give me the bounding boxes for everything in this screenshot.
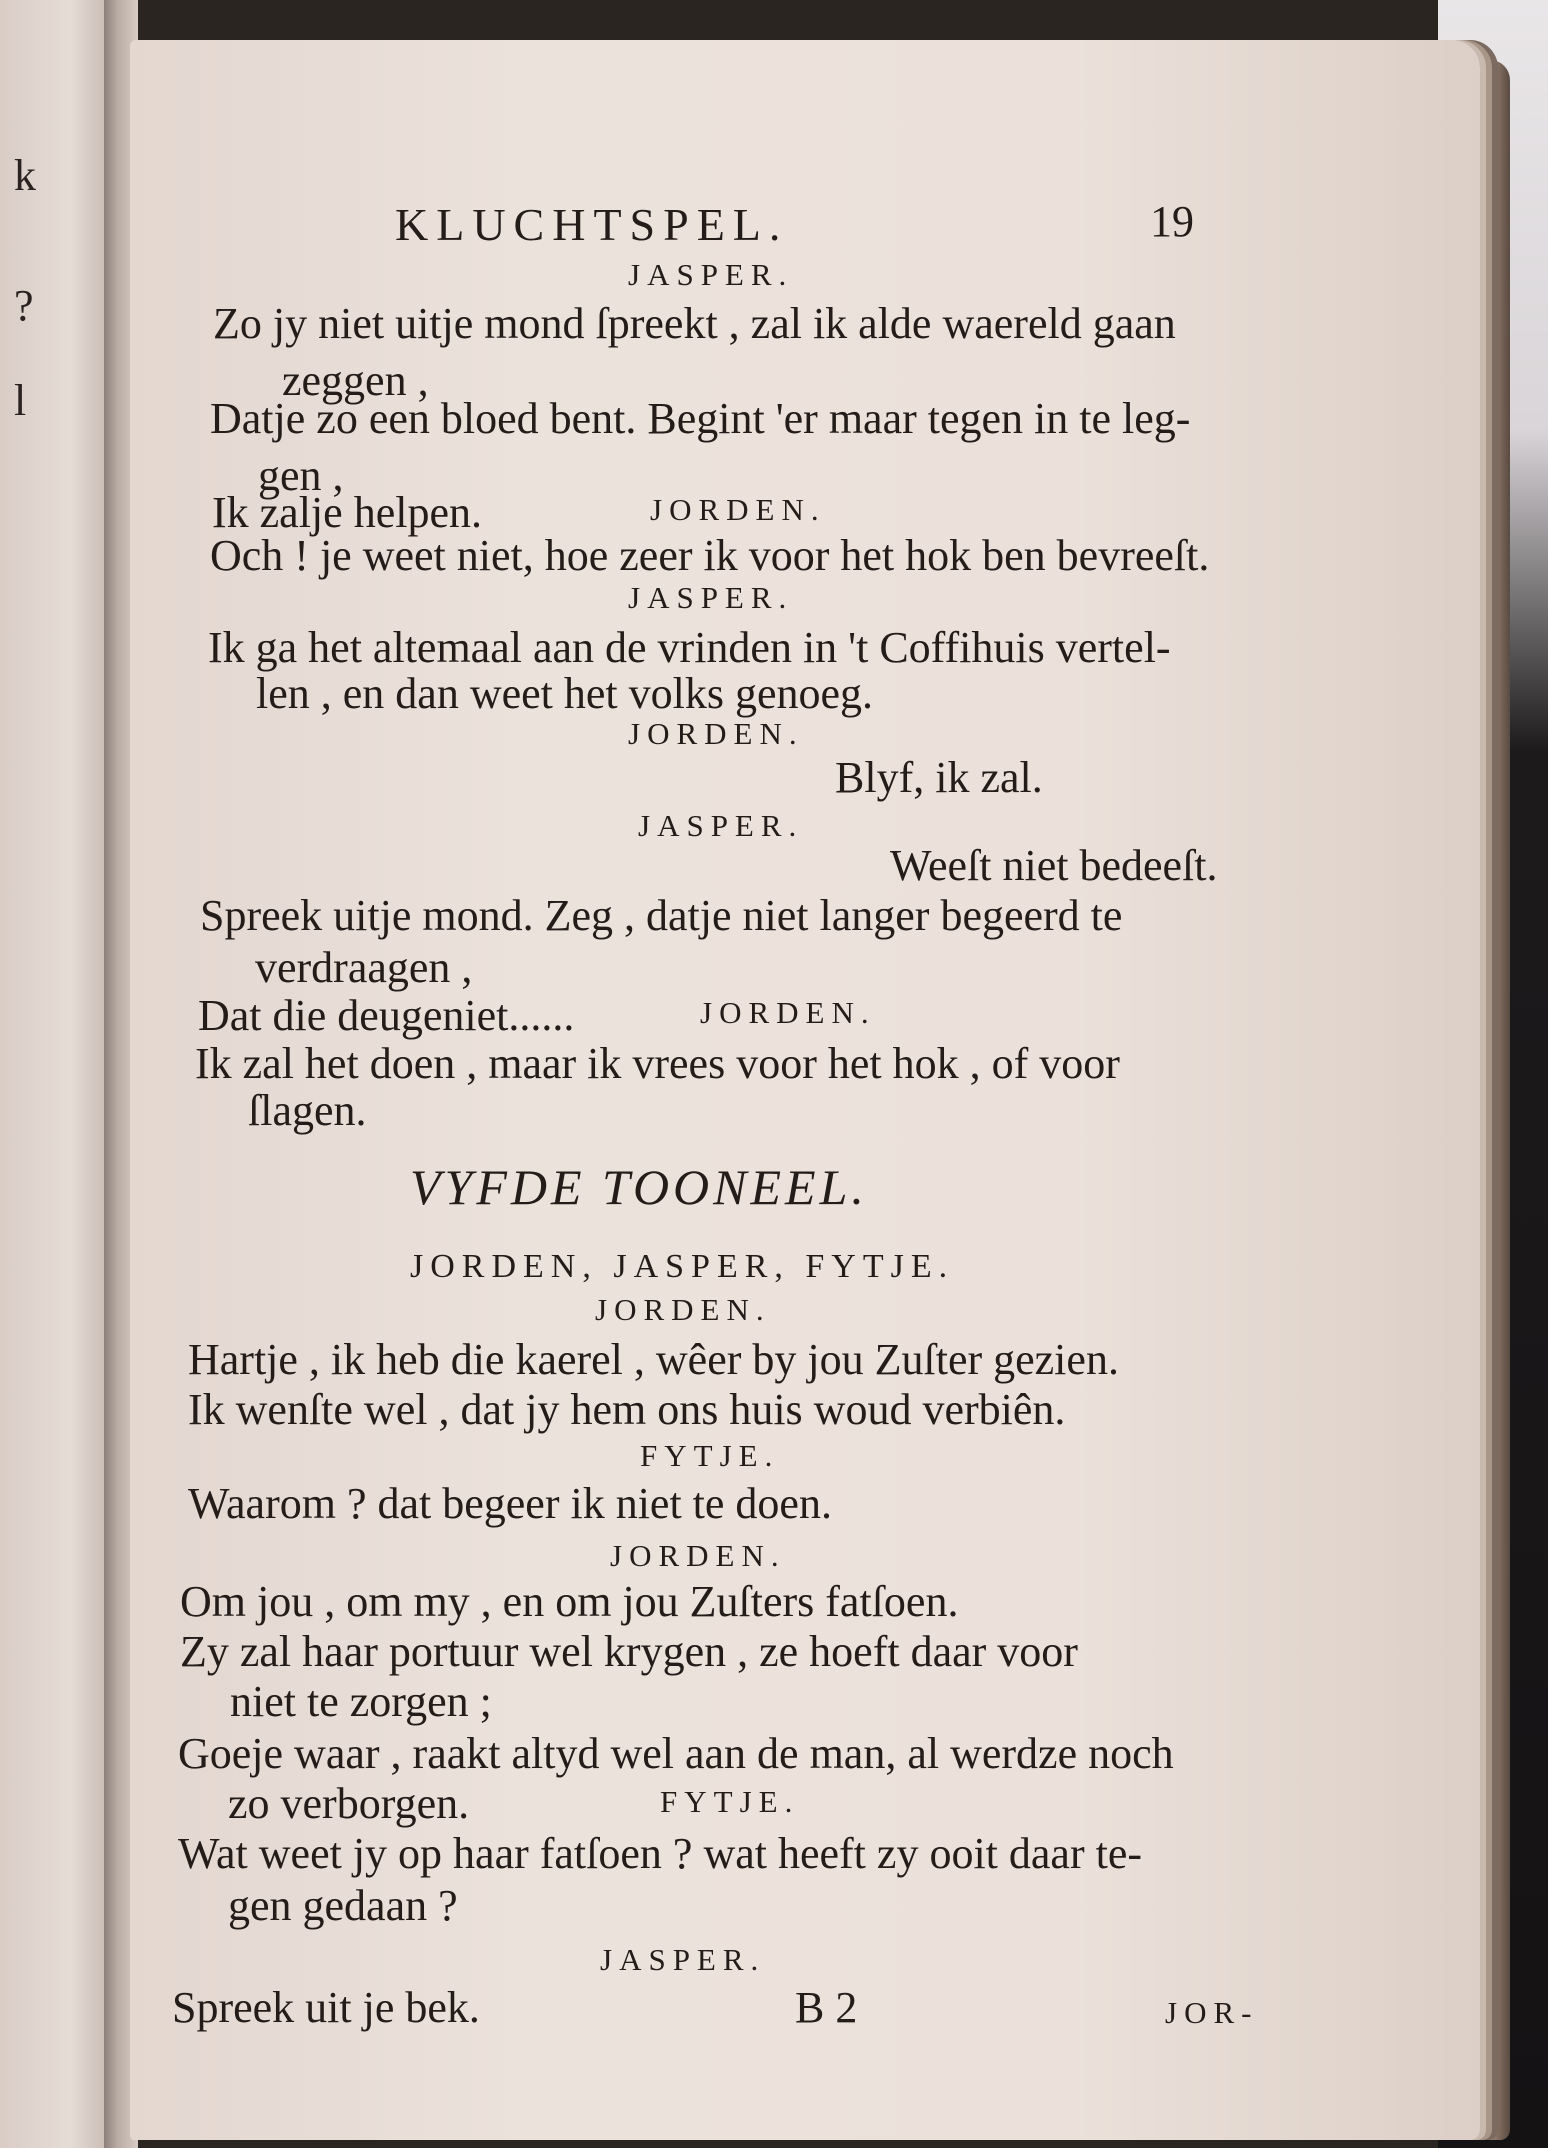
verse-line: Spreek uitje mond. Zeg , datje niet langer begeerd te <box>200 891 1123 940</box>
verse-line: zo verborgen. <box>228 1779 470 1828</box>
verse-line: Zy zal haar portuur wel krygen , ze hoeft daar voor <box>180 1627 1078 1676</box>
verse-line: verdraagen , <box>255 943 473 992</box>
left-page-fragment: l <box>14 376 27 425</box>
verse-line: gen gedaan ? <box>228 1881 458 1930</box>
verse-line: Spreek uit je bek. <box>172 1983 480 2032</box>
verse-line: Ik zal het doen , maar ik vrees voor het hok , of voor <box>195 1039 1120 1088</box>
speaker-label: JASPER. <box>628 257 794 292</box>
verse-line: len , en dan weet het volks genoeg. <box>256 669 874 718</box>
speaker-label: JORDEN. <box>700 995 876 1030</box>
scene-heading: VYFDE TOONEEL. <box>410 1159 868 1215</box>
verse-line: Zo jy niet uitje mond ſpreekt , zal ik alde waereld gaan <box>213 299 1176 348</box>
verse-line: Wat weet jy op haar fatſoen ? wat heeft zy ooit daar te- <box>178 1829 1143 1878</box>
catchword: JOR- <box>1165 1995 1259 2030</box>
verse-line: gen , <box>258 451 344 500</box>
speaker-label: JORDEN. <box>650 492 826 527</box>
verse-line: niet te zorgen ; <box>230 1677 492 1726</box>
verse-line: Ik wenſte wel , dat jy hem ons huis woud verbiên. <box>188 1385 1066 1434</box>
verse-line: ſlagen. <box>248 1086 367 1135</box>
verse-line: Hartje , ik heb die kaerel , wêer by jou Zuſter gezien. <box>188 1335 1119 1384</box>
verse-line: Ik ga het altemaal aan de vrinden in 't Coffihuis vertel- <box>208 623 1171 672</box>
verse-line: Weeſt niet bedeeſt. <box>890 841 1218 890</box>
speaker-label: FYTJE. <box>640 1438 780 1473</box>
left-page-fragment: ? <box>14 281 34 330</box>
page-number: 19 <box>1150 197 1194 246</box>
verse-line: Goeje waar , raakt altyd wel aan de man, al werdze noch <box>178 1729 1174 1778</box>
speaker-label: JORDEN. <box>595 1292 771 1327</box>
verse-line: Datje zo een bloed bent. Begint 'er maar tegen in te leg- <box>210 394 1191 443</box>
verse-line: Waarom ? dat begeer ik niet te doen. <box>188 1479 832 1528</box>
left-page-edge <box>0 0 118 2148</box>
speaker-label: JASPER. <box>628 580 794 615</box>
speaker-label: JASPER. <box>638 808 804 843</box>
verse-line: Ik zalje helpen. <box>212 488 482 537</box>
verse-line: Om jou , om my , en om jou Zuſters fatſoen. <box>180 1577 959 1626</box>
speaker-label: JASPER. <box>600 1942 766 1977</box>
scene-characters: JORDEN, JASPER, FYTJE. <box>410 1248 955 1285</box>
verse-line: zeggen , <box>282 356 429 405</box>
verse-line: Och ! je weet niet, hoe zeer ik voor het hok ben bevreeſt. <box>210 531 1210 580</box>
signature-mark: B 2 <box>795 1983 858 2032</box>
verse-line: Blyf, ik zal. <box>835 753 1043 802</box>
speaker-label: JORDEN. <box>628 716 804 751</box>
left-page-fragment: k <box>14 151 36 200</box>
speaker-label: FYTJE. <box>660 1784 800 1819</box>
running-head-title: KLUCHTSPEL. <box>395 199 789 250</box>
verse-line: Dat die deugeniet...... <box>198 991 575 1040</box>
speaker-label: JORDEN. <box>610 1538 786 1573</box>
